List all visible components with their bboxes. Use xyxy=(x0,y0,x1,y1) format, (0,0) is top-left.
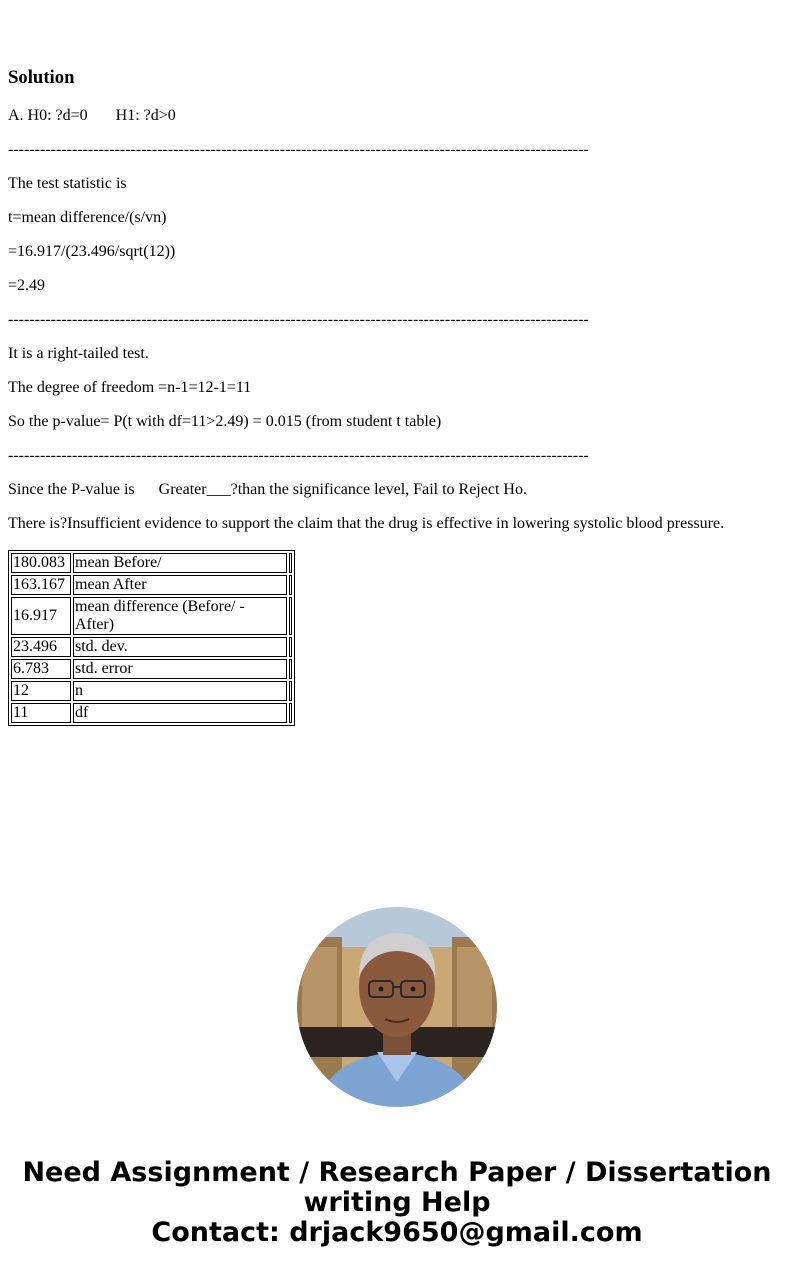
footer-line-1: Need Assignment / Research Paper / Dissertation xyxy=(22,1157,772,1188)
empty-cell xyxy=(289,703,292,723)
empty-cell xyxy=(289,575,292,595)
test-statistic-intro: The test statistic is xyxy=(8,175,127,192)
footer-contact[interactable]: Contact: drjack9650@gmail.com xyxy=(151,1217,643,1248)
stat-value: 6.783 xyxy=(11,659,71,679)
tail-statement: It is a right-tailed test. xyxy=(8,345,149,362)
hypotheses-line: A. H0: ?d=0 H1: ?d>0 xyxy=(8,107,176,124)
empty-cell xyxy=(289,681,292,701)
promo-footer xyxy=(0,1158,794,1248)
author-avatar xyxy=(297,907,497,1107)
p-value-statement: So the p-value= P(t with df=11>2.49) = 0.015 (from student t table) xyxy=(8,413,442,430)
stat-value: 11 xyxy=(11,703,71,723)
evidence-statement: There is?Insufficient evidence to support the claim that the drug is effective in lowering systolic blood pressure. xyxy=(8,515,725,532)
stat-value: 23.496 xyxy=(11,637,71,657)
test-statistic-formula: t=mean difference/(s/vn) xyxy=(8,209,167,226)
table-row xyxy=(11,575,292,595)
separator-1: ------------------------------------------------------------------------------------------------------------- xyxy=(8,141,589,158)
statistics-table xyxy=(8,550,295,726)
footer-line-2: writing Help xyxy=(303,1187,491,1218)
empty-cell xyxy=(289,659,292,679)
stat-value: 180.083 xyxy=(11,553,71,573)
stat-value: 163.167 xyxy=(11,575,71,595)
empty-cell xyxy=(289,553,292,573)
empty-cell xyxy=(289,637,292,657)
avatar-photo xyxy=(297,907,497,1107)
table-row xyxy=(11,637,292,657)
stat-value: 16.917 xyxy=(11,597,71,635)
separator-2: ------------------------------------------------------------------------------------------------------------- xyxy=(8,311,589,328)
table-row xyxy=(11,659,292,679)
stat-label: mean Before/ xyxy=(73,553,287,573)
table-row xyxy=(11,597,292,635)
test-statistic-substitution: =16.917/(23.496/sqrt(12)) xyxy=(8,243,176,260)
empty-cell xyxy=(289,597,292,635)
stat-label: mean difference (Before/ - After) xyxy=(73,597,287,635)
separator-3: ------------------------------------------------------------------------------------------------------------- xyxy=(8,447,589,464)
degrees-of-freedom: The degree of freedom =n-1=12-1=11 xyxy=(8,379,252,396)
table-row xyxy=(11,703,292,723)
stat-label: n xyxy=(73,681,287,701)
stat-label: std. error xyxy=(73,659,287,679)
stat-value: 12 xyxy=(11,681,71,701)
stat-label: std. dev. xyxy=(73,637,287,657)
table-row xyxy=(11,553,292,573)
test-statistic-result: =2.49 xyxy=(8,277,46,294)
table-row xyxy=(11,681,292,701)
solution-heading: Solution xyxy=(8,67,75,88)
stat-label: mean After xyxy=(73,575,287,595)
stat-label: df xyxy=(73,703,287,723)
decision-statement: Since the P-value is Greater___?than the significance level, Fail to Reject Ho. xyxy=(8,481,527,498)
